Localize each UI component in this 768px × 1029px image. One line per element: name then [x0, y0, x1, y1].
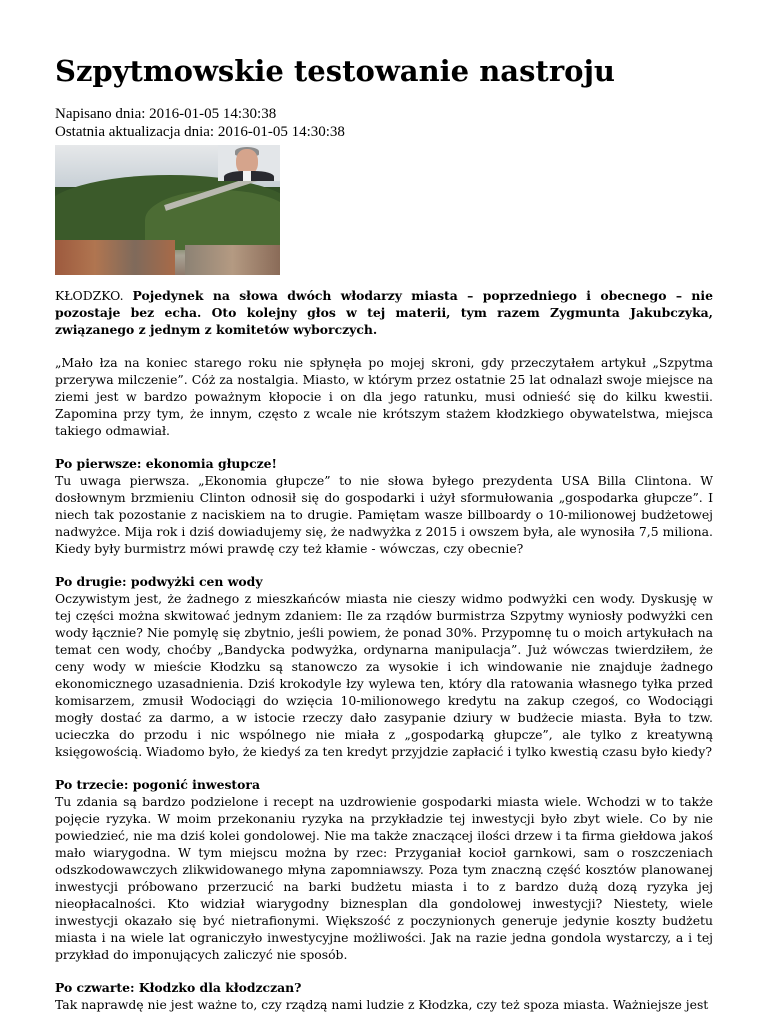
published-date: Napisano dnia: 2016-01-05 14:30:38 [55, 106, 277, 122]
lead-text: Pojedynek na słowa dwóch włodarzy miasta – poprzedniego i obecnego – nie pozostaje bez echa. Oto kolejny głos w tej materii, tym razem Zygmunta Jakubczyka, związanego z jednym z komitetów wyborczych. [55, 288, 713, 337]
article-section [55, 573, 713, 760]
section-text: Oczywistym jest, że żadnego z mieszkańców miasta nie cieszy widmo podwyżki cen wody. Dyskusję w tej części można skwitować jednym zdaniem: Ile za rządów burmistrza Szpytmy wyniosły podwyżki cen wody łącznie? Nie pomylę się zbytnio, jeśli powiem, że ponad 30%. Przypomnę tu o moich artykułach na temat cen wody, choćby „Bandycka podwyżka, ordynarna manipulacja”. Już wówczas twierdziłem, że ceny wody w mieście Kłodzku są stanowczo za wysokie i ich windowanie nie znajduje żadnego ekonomicznego uzasadnienia. Dziś krokodyle łzy wylewa ten, który dla ratowania własnego tyłka przed komisarzem, zmusił Wodociągi do wzięcia 10-milionowego kredytu na zakup czegoś, co Wodociągi mogły dostać za darmo, a w istocie rzeczy dało zasypanie dziury w budżecie miasta. Była to tzw. ucieczka do przodu i nic wspólnego nie miała z „gospodarką głupcze”, ale tylko z kreatywną księgowością. Wiadomo było, że kiedyś za ten kredyt przyjdzie zapłacić i tylko kwestią czasu było kiedy? [55, 591, 713, 759]
section-heading: Po pierwsze: ekonomia głupcze! [55, 456, 277, 471]
section-heading: Po trzecie: pogonić inwestora [55, 777, 260, 792]
photo-roofs-2 [185, 245, 280, 275]
updated-date: Ostatnia aktualizacja dnia: 2016-01-05 14:30:38 [55, 124, 345, 140]
section-heading: Po czwarte: Kłodzko dla kłodzczan? [55, 980, 302, 995]
lead-place: KŁODZKO. [55, 288, 124, 303]
photo-roofs [55, 240, 175, 275]
portrait-shirt [243, 171, 251, 181]
section-text: Tu uwaga pierwsza. „Ekonomia głupcze” to nie słowa byłego prezydenta USA Billa Clintona. W dosłownym brzmieniu Clinton odnosił się do gospodarki i użył sformułowania „gospodarka głupcze”. I niech tak pozostanie z naciskiem na to drugie. Pamiętam wasze billboardy o 10-milionowej budżetowej nadwyżce. Mija rok i dziś dowiadujemy się, że nadwyżka z 2015 i owszem była, ale wynosiła 7,5 miliona. Kiedy były burmistrz mówi prawdę czy też kłamie - wówczas, czy obecnie? [55, 473, 713, 556]
article-section [55, 979, 713, 1013]
article-intro: „Mało łza na koniec starego roku nie spłynęła po mojej skroni, gdy przeczytałem artykuł „Szpytma przerywa milczenie”. Cóż za nostalgia. Miasto, w którym przez ostatnie 25 lat odnalazł swoje miejsce na ziemi jest w bardzo poważnym kłopocie i on dla jego ratunku, musi odnieść się do kilku kwestii. Zapomina przy tym, że innym, często z wcale nie krótszym stażem kłodzkiego obywatelstwa, miejsca takiego odmawiał. [55, 355, 713, 438]
page-title: Szpytmowskie testowanie nastroju [55, 54, 616, 88]
article-meta [55, 105, 345, 141]
section-text: Tak naprawdę nie jest ważne to, czy rządzą nami ludzie z Kłodzka, czy też spoza miasta. Ważniejsze jest [55, 997, 709, 1012]
article-lead [55, 287, 713, 338]
section-heading: Po drugie: podwyżki cen wody [55, 574, 263, 589]
article-section [55, 455, 713, 557]
article-body [55, 287, 713, 1029]
author-portrait [218, 145, 280, 181]
article-photo [55, 145, 280, 275]
article-section [55, 776, 713, 963]
section-text: Tu zdania są bardzo podzielone i recept na uzdrowienie gospodarki miasta wiele. Wchodzi w to także pojęcie ryzyka. W moim przekonaniu ryzyka na przykładzie tej inwestycji było zbyt wiele. Co by nie powiedzieć, nie ma dziś kolei gondolowej. Nie ma także znaczącej ilości drzew i ta firma giełdowa jakoś mało wiarygodna. W tym miejscu można by rzec: Przyganiał kocioł garnkowi, sam o roszczeniach odszkodowawczych zlikwidowanego młyna zapomniawszy. Poza tym znaczną część kosztów planowanej inwestycji próbowano przerzucić na barki budżetu miasta i to z bardzo dużą dozą ryzyka jej nieopłacalności. Kto widział wiarygodny biznesplan dla gondolowej inwestycji? Niestety, wiele inwestycji okazało się być nietrafionymi. Większość z poczynionych generuje jedynie koszty budżetu miasta i na wiele lat ograniczyło inwestycyjne możliwości. Jak na razie jedna gondola wystarczy, a i tej przykład do imponujących zaliczyć nie sposób. [55, 794, 713, 962]
